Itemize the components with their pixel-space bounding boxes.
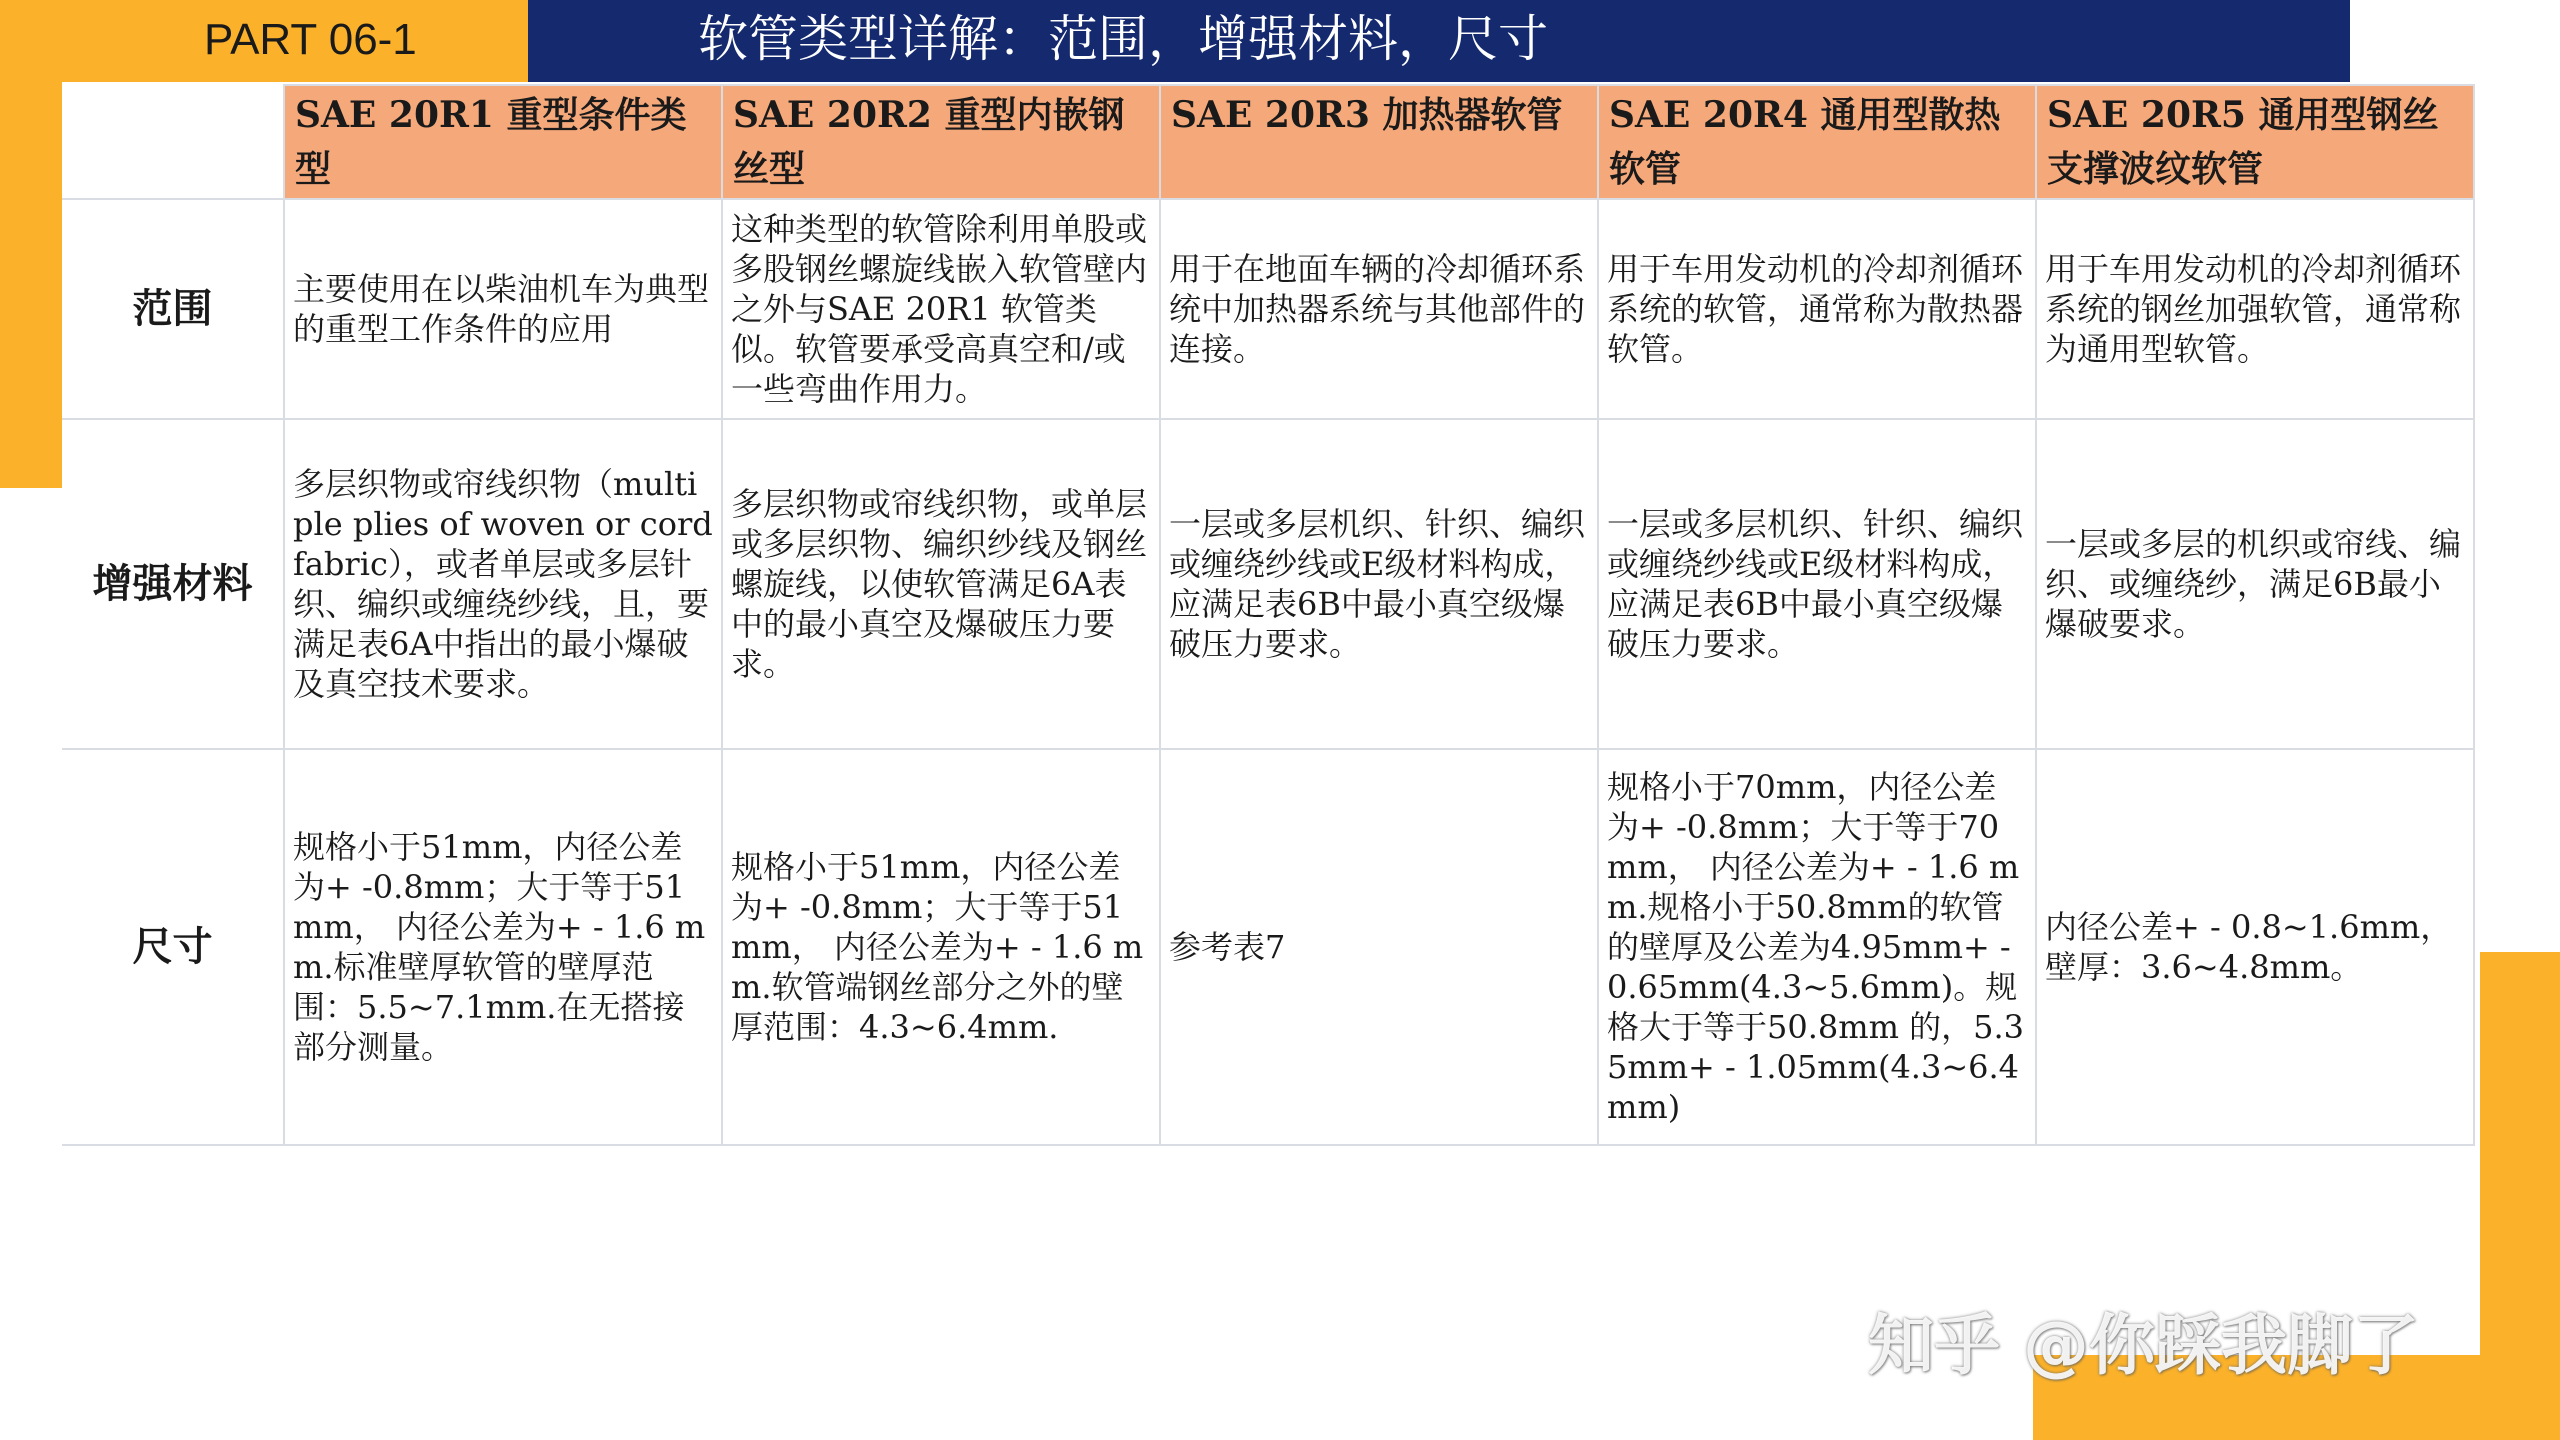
table-row-dimensions xyxy=(62,749,2474,1145)
table-cell: 用于在地面车辆的冷却循环系统中加热器系统与其他部件的连接。 xyxy=(1160,199,1598,419)
table-cell: 多层织物或帘线织物，或单层或多层织物、编织纱线及钢丝螺旋线，以使软管满足6A表中的最小真空及爆破压力要求。 xyxy=(722,419,1160,749)
table-cell: 参考表7 xyxy=(1160,749,1598,1145)
part-label: PART 06-1 xyxy=(0,0,528,82)
table-cell: 规格小于70mm，内径公差为+ -0.8mm；大于等于70mm， 内径公差为+ - 1.6 mm.规格小于50.8mm的软管的壁厚及公差为4.95mm+ - 0.65mm(4.3~5.6mm)。规格大于等于50.8mm 的，5.35mm+ - 1.05mm(4.3~6.4mm) xyxy=(1598,749,2036,1145)
table-cell: 主要使用在以柴油机车为典型的重型工作条件的应用 xyxy=(284,199,722,419)
table-cell: 规格小于51mm，内径公差为+ -0.8mm；大于等于51mm， 内径公差为+ - 1.6 mm.标准壁厚软管的壁厚范围：5.5~7.1mm.在无搭接部分测量。 xyxy=(284,749,722,1145)
table-cell: 规格小于51mm，内径公差为+ -0.8mm；大于等于51mm， 内径公差为+ - 1.6 mm.软管端钢丝部分之外的壁厚范围：4.3~6.4mm. xyxy=(722,749,1160,1145)
table-corner-cell xyxy=(62,85,284,199)
row-label-reinforcement: 增强材料 xyxy=(62,419,284,749)
column-header-20r3: SAE 20R3 加热器软管 xyxy=(1160,85,1598,199)
table-cell: 内径公差+ - 0.8~1.6mm，壁厚：3.6~4.8mm。 xyxy=(2036,749,2474,1145)
slide-title: 软管类型详解：范围，增强材料，尺寸 xyxy=(528,0,2350,82)
column-header-20r5: SAE 20R5 通用型钢丝支撑波纹软管 xyxy=(2036,85,2474,199)
table-cell: 多层织物或帘线织物（multiple plies of woven or cord fabric），或者单层或多层针织、编织或缠绕纱线，且，要满足表6A中指出的最小爆破及真空技术要求。 xyxy=(284,419,722,749)
table-cell: 一层或多层机织、针织、编织或缠绕纱线或E级材料构成，应满足表6B中最小真空级爆破压力要求。 xyxy=(1598,419,2036,749)
table-row-scope xyxy=(62,199,2474,419)
row-label-scope: 范围 xyxy=(62,199,284,419)
table-cell: 用于车用发动机的冷却剂循环系统的钢丝加强软管，通常称为通用型软管。 xyxy=(2036,199,2474,419)
table-cell: 一层或多层的机织或帘线、编织、或缠绕纱，满足6B最小爆破要求。 xyxy=(2036,419,2474,749)
row-label-dimensions: 尺寸 xyxy=(62,749,284,1145)
table-row-reinforcement xyxy=(62,419,2474,749)
hose-types-table xyxy=(62,84,2475,1146)
hose-types-table-container xyxy=(62,84,2474,1138)
zhihu-watermark: 知乎 @你踩我脚了 xyxy=(1868,1307,2419,1384)
column-header-20r1: SAE 20R1 重型条件类型 xyxy=(284,85,722,199)
table-header-row xyxy=(62,85,2474,199)
column-header-20r2: SAE 20R2 重型内嵌钢丝型 xyxy=(722,85,1160,199)
table-cell: 这种类型的软管除利用单股或多股钢丝螺旋线嵌入软管壁内之外与SAE 20R1 软管类似。软管要承受高真空和/或一些弯曲作用力。 xyxy=(722,199,1160,419)
table-cell: 用于车用发动机的冷却剂循环系统的软管，通常称为散热器软管。 xyxy=(1598,199,2036,419)
table-cell: 一层或多层机织、针织、编织或缠绕纱线或E级材料构成，应满足表6B中最小真空级爆破压力要求。 xyxy=(1160,419,1598,749)
column-header-20r4: SAE 20R4 通用型散热软管 xyxy=(1598,85,2036,199)
